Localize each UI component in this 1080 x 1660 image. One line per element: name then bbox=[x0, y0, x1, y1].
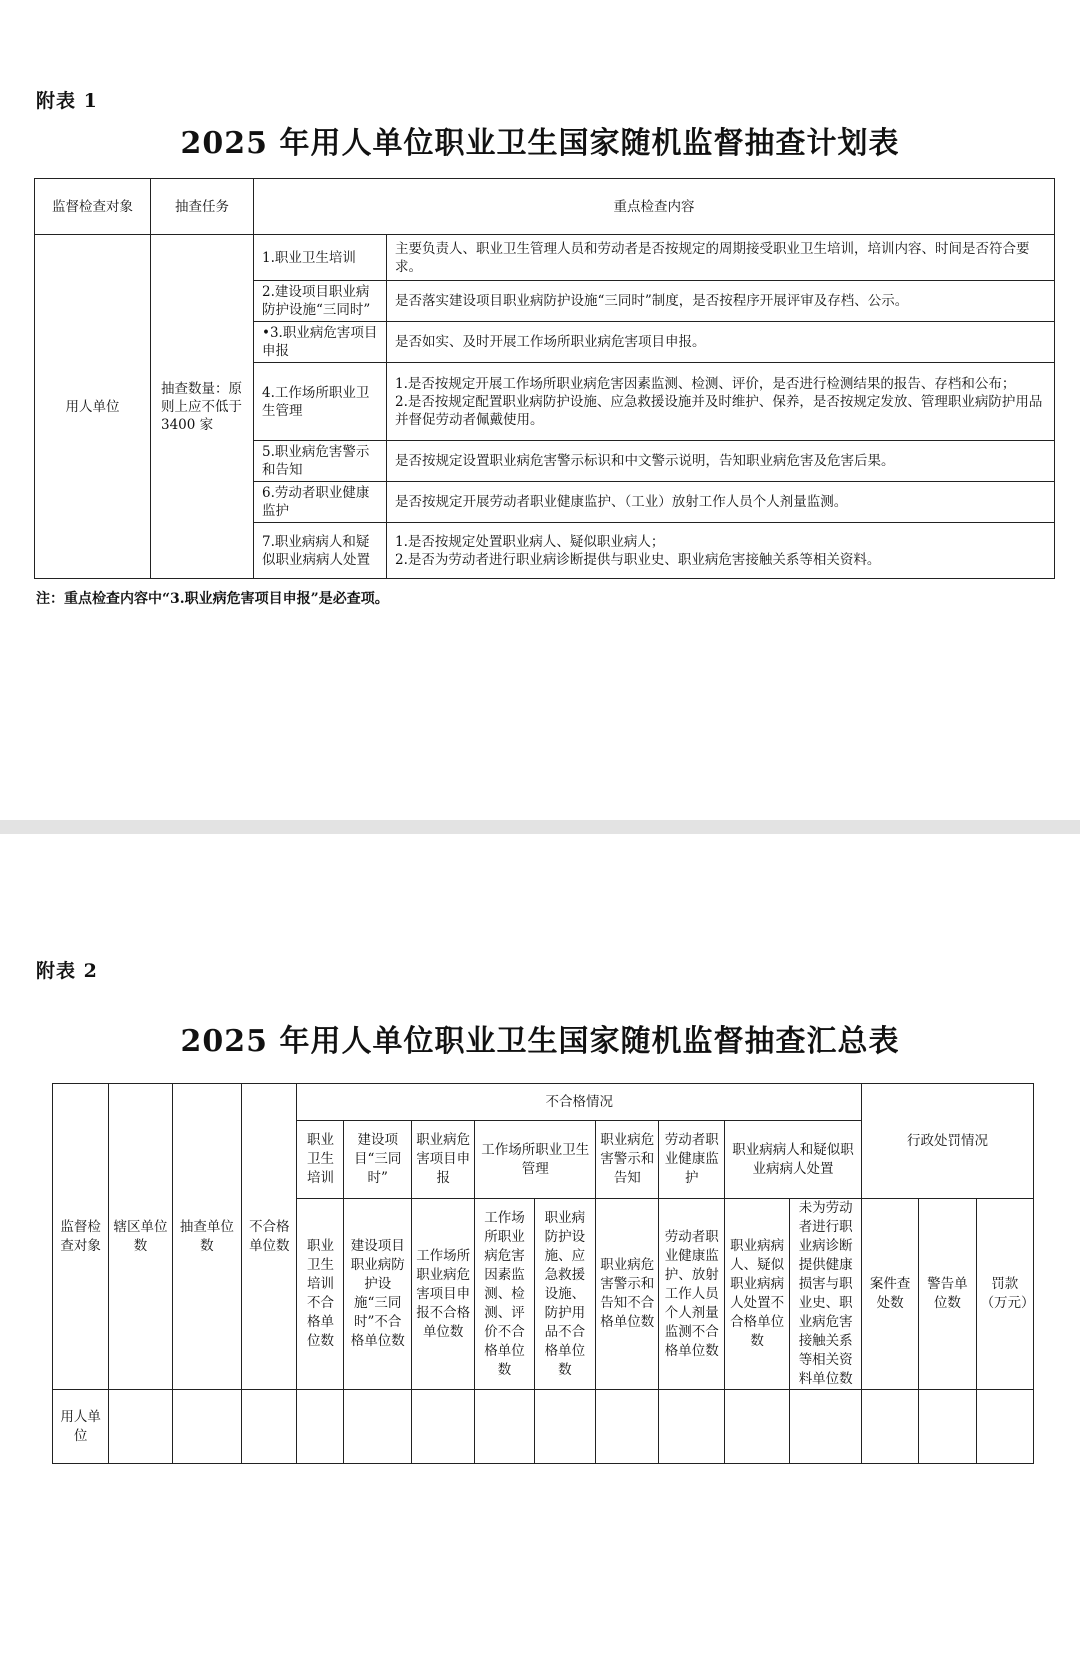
sub-header: 职业卫生培训 bbox=[297, 1121, 344, 1199]
content-cell: 是否如实、及时开展工作场所职业病危害项目申报。 bbox=[387, 322, 1055, 363]
leaf-header: 案件查处数 bbox=[862, 1199, 919, 1390]
item-cell: 6.劳动者职业健康监护 bbox=[254, 482, 387, 523]
task-cell: 抽查数量：原则上应不低于3400 家 bbox=[151, 235, 254, 579]
summary-header-row-1 bbox=[53, 1084, 1034, 1121]
data-cell[interactable] bbox=[475, 1390, 534, 1464]
item-cell: 1.职业卫生培训 bbox=[254, 235, 387, 281]
group-penalty: 行政处罚情况 bbox=[862, 1084, 1034, 1199]
sub-header: 劳动者职业健康监护 bbox=[659, 1121, 724, 1199]
header-content: 重点检查内容 bbox=[254, 179, 1055, 235]
data-cell[interactable] bbox=[172, 1390, 242, 1464]
leaf-header: 职业卫生培训不合格单位数 bbox=[297, 1199, 344, 1390]
data-cell[interactable] bbox=[724, 1390, 789, 1464]
data-cell[interactable] bbox=[976, 1390, 1033, 1464]
content-cell: 主要负责人、职业卫生管理人员和劳动者是否按规定的周期接受职业卫生培训，培训内容、时间是否符合要求。 bbox=[387, 235, 1055, 281]
data-cell[interactable] bbox=[411, 1390, 474, 1464]
appendix-2-title: 2025 年用人单位职业卫生国家随机监督抽查汇总表 bbox=[180, 1024, 900, 1059]
page-divider bbox=[0, 820, 1080, 834]
sub-header: 工作场所职业卫生管理 bbox=[475, 1121, 596, 1199]
data-cell[interactable] bbox=[109, 1390, 172, 1464]
col-checked: 抽查单位数 bbox=[172, 1084, 242, 1390]
col-target: 监督检查对象 bbox=[53, 1084, 109, 1390]
leaf-header: 警告单位数 bbox=[919, 1199, 976, 1390]
data-cell[interactable] bbox=[790, 1390, 862, 1464]
leaf-header: 职业病病人、疑似职业病病人处置不合格单位数 bbox=[724, 1199, 789, 1390]
content-cell: 是否落实建设项目职业病防护设施“三同时”制度，是否按程序开展评审及存档、公示。 bbox=[387, 281, 1055, 322]
appendix-1-title: 2025 年用人单位职业卫生国家随机监督抽查计划表 bbox=[180, 126, 900, 161]
sub-header: 职业病危害警示和告知 bbox=[596, 1121, 659, 1199]
item-cell: 5.职业病危害警示和告知 bbox=[254, 441, 387, 482]
item-cell: •3.职业病危害项目申报 bbox=[254, 322, 387, 363]
data-cell[interactable] bbox=[862, 1390, 919, 1464]
appendix-2-label: 附表 2 bbox=[36, 960, 98, 982]
content-cell: 是否按规定设置职业病危害警示标识和中文警示说明，告知职业病危害及危害后果。 bbox=[387, 441, 1055, 482]
leaf-header: 工作场所职业病危害因素监测、检测、评价不合格单位数 bbox=[475, 1199, 534, 1390]
content-line: 2.是否按规定配置职业病防护设施、应急救援设施并及时维护、保养，是否按规定发放、管理职业病防护用品并督促劳动者佩戴使用。 bbox=[395, 393, 1043, 428]
data-cell[interactable] bbox=[534, 1390, 595, 1464]
data-cell[interactable] bbox=[659, 1390, 724, 1464]
appendix-1-section bbox=[0, 0, 1080, 820]
col-region: 辖区单位数 bbox=[109, 1084, 172, 1390]
sub-header: 建设项目“三同时” bbox=[344, 1121, 412, 1199]
content-line: 2.是否为劳动者进行职业病诊断提供与职业史、职业病危害接触关系等相关资料。 bbox=[395, 551, 881, 568]
summary-table bbox=[52, 1083, 1034, 1464]
content-cell bbox=[387, 363, 1055, 441]
header-target: 监督检查对象 bbox=[35, 179, 151, 235]
content-line: 1.是否按规定开展工作场所职业病危害因素监测、检测、评价，是否进行检测结果的报告、存档和公布； bbox=[395, 375, 1016, 392]
col-failed: 不合格单位数 bbox=[242, 1084, 297, 1390]
item-cell: 2.建设项目职业病防护设施“三同时” bbox=[254, 281, 387, 322]
sub-header: 职业病危害项目申报 bbox=[411, 1121, 474, 1199]
leaf-header: 职业病防护设施、应急救援设施、防护用品不合格单位数 bbox=[534, 1199, 595, 1390]
leaf-header: 建设项目职业病防护设施“三同时”不合格单位数 bbox=[344, 1199, 412, 1390]
data-cell[interactable] bbox=[297, 1390, 344, 1464]
group-failed: 不合格情况 bbox=[297, 1084, 862, 1121]
leaf-header: 工作场所职业病危害项目申报不合格单位数 bbox=[411, 1199, 474, 1390]
plan-note: 注：重点检查内容中“3.职业病危害项目申报”是必查项。 bbox=[36, 591, 389, 607]
leaf-header: 未为劳动者进行职业病诊断提供健康损害与职业史、职业病危害接触关系等相关资料单位数 bbox=[790, 1199, 862, 1390]
data-cell[interactable] bbox=[242, 1390, 297, 1464]
leaf-header: 职业病危害警示和告知不合格单位数 bbox=[596, 1199, 659, 1390]
appendix-1-label: 附表 1 bbox=[36, 90, 98, 112]
table-row bbox=[35, 235, 1055, 281]
content-cell: 是否按规定开展劳动者职业健康监护、（工业）放射工作人员个人剂量监测。 bbox=[387, 482, 1055, 523]
data-cell[interactable] bbox=[344, 1390, 412, 1464]
item-cell: 7.职业病病人和疑似职业病病人处置 bbox=[254, 523, 387, 579]
content-line: 1.是否按规定处置职业病人、疑似职业病人； bbox=[395, 533, 665, 550]
table-row bbox=[53, 1390, 1034, 1464]
leaf-header: 劳动者职业健康监护、放射工作人员个人剂量监测不合格单位数 bbox=[659, 1199, 724, 1390]
row-label: 用人单位 bbox=[53, 1390, 109, 1464]
plan-table bbox=[34, 178, 1055, 579]
leaf-header: 罚款（万元） bbox=[976, 1199, 1033, 1390]
plan-table-header-row bbox=[35, 179, 1055, 235]
item-cell: 4.工作场所职业卫生管理 bbox=[254, 363, 387, 441]
data-cell[interactable] bbox=[919, 1390, 976, 1464]
target-cell: 用人单位 bbox=[35, 235, 151, 579]
data-cell[interactable] bbox=[596, 1390, 659, 1464]
header-task: 抽查任务 bbox=[151, 179, 254, 235]
sub-header: 职业病病人和疑似职业病病人处置 bbox=[724, 1121, 861, 1199]
content-cell bbox=[387, 523, 1055, 579]
appendix-2-section bbox=[0, 834, 1080, 1660]
